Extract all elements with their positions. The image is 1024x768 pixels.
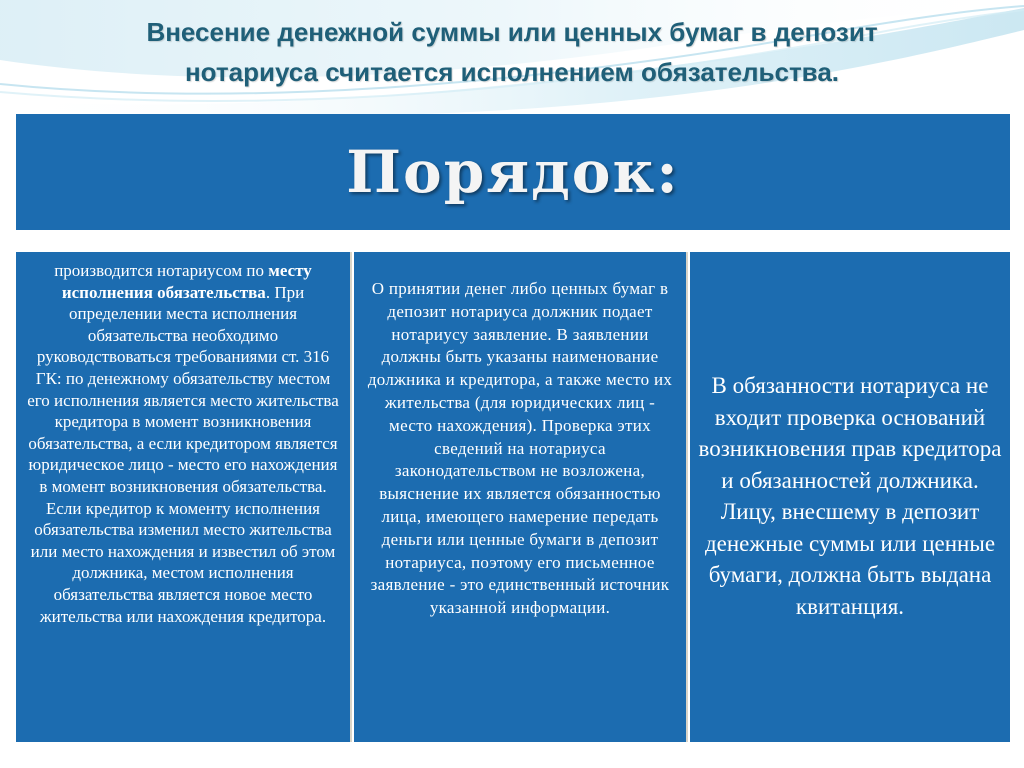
column-1-text-lead: производится нотариусом по (54, 261, 269, 280)
column-1-text-bold: месту исполнения обязательства (61, 261, 312, 302)
header-title: Порядок: (346, 138, 680, 206)
column-divider (686, 252, 688, 742)
column-2-text: О принятии денег либо ценных бумаг в депозит нотариуса должник подает нотариусу заявление. В заявлении должны быть указаны наименование должника и кредитора, а также место их жительства (для юридических лиц - место нахождения). Проверка этих сведений на нотариуса законодательством не возложена, выяснение их является обязанностью лица, имеющего намерение передать деньги или ценные бумаги в депозит нотариуса, поэтому его письменное заявление - это единственный источник указанной информации. (367, 279, 673, 618)
column-divider (350, 252, 352, 742)
header-band (16, 114, 1010, 230)
column-place-of-performance (16, 252, 350, 742)
slide-title-line-2: нотариуса считается исполнением обязательства. (184, 57, 840, 87)
slide-title (40, 12, 984, 92)
column-debtor-application (354, 252, 686, 742)
column-notary-duties (690, 252, 1010, 742)
column-1-text-rest: . При определении места исполнения обязательства необходимо руководствоваться требованиями ст. 316 ГК: по денежному обязательству местом его исполнения является место жительства кредитора в момент возникновения обязательства, а если кредитором является юридическое лицо - место его нахождения в момент возникновения обязательства. Если кредитор к моменту исполнения обязательства изменил место жительства или место нахождения и известил об этом должника, местом исполнения обязательства является новое место жительства или нахождения кредитора. (27, 282, 339, 626)
slide-title-line-1: Внесение денежной суммы или ценных бумаг в депозит (146, 17, 878, 47)
column-3-text: В обязанности нотариуса не входит проверка оснований возникновения прав кредитора и обязанностей должника. Лицу, внесшему в депозит денежные суммы или ценные бумаги, должна быть выдана квитанция. (698, 373, 1002, 619)
